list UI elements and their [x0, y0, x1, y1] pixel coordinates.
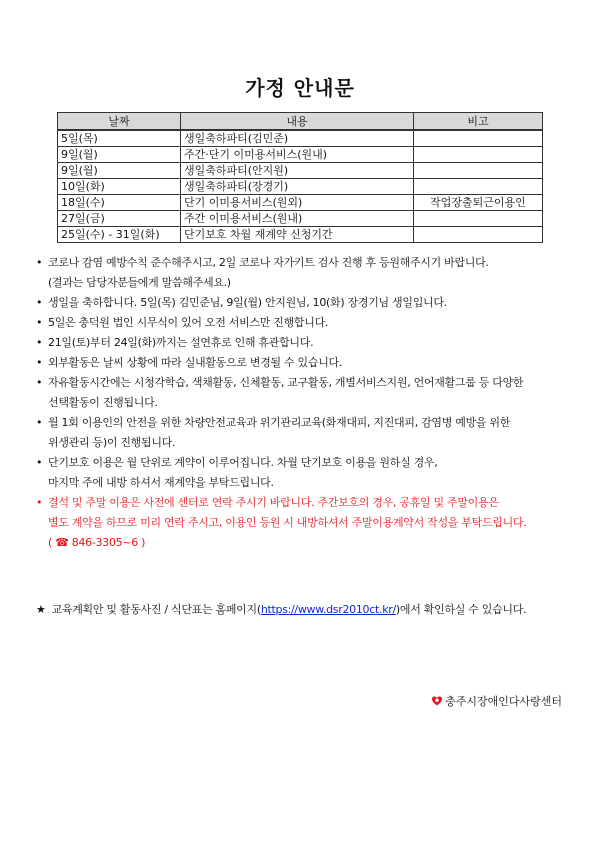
notice-line: 외부활동은 날씨 상황에 따라 실내활동으로 변경될 수 있습니다. — [48, 356, 343, 369]
notice-item — [36, 413, 566, 453]
row-date: 5일(목) — [58, 130, 181, 147]
star-icon: ★ — [36, 603, 46, 616]
notice-line: 5일은 충덕원 법인 시무식이 있어 오전 서비스만 진행합니다. — [48, 316, 329, 329]
notice-item — [36, 353, 566, 373]
row-content: 주간·단기 이미용서비스(원내) — [181, 147, 414, 163]
notice-line: 결석 및 주말 이용은 사전에 센터로 연락 주시기 바랍니다. 주간보호의 경우, 공휴일 및 주말이용은 — [48, 496, 499, 509]
notice-item — [36, 253, 566, 293]
table-row — [58, 179, 543, 195]
notice-item — [36, 313, 566, 333]
phone-number: ( ☎ 846-3305~6 ) — [48, 536, 146, 549]
notice-item — [36, 333, 566, 353]
row-content: 생일축하파티(김민준) — [181, 130, 414, 147]
notice-item — [36, 373, 566, 413]
row-content: 단기보호 차월 재계약 신청기간 — [181, 227, 414, 243]
row-date: 9일(월) — [58, 163, 181, 179]
row-content: 주간 이미용서비스(원내) — [181, 211, 414, 227]
bullet-icon: • — [36, 376, 43, 389]
bullet-icon: • — [36, 416, 43, 429]
bullet-icon: • — [36, 296, 43, 309]
row-note — [414, 163, 543, 179]
row-note — [414, 130, 543, 147]
notice-line: 별도 계약을 하므로 미리 연락 주시고, 이용인 등원 시 내방하셔서 주말이용계약서 작성을 부탁드립니다. — [48, 516, 527, 529]
red-notice-item — [36, 493, 566, 553]
bullet-icon: • — [36, 456, 43, 469]
notice-line: 코로나 감염 예방수칙 준수해주시고, 2일 코로나 자가키트 검사 진행 후 등원해주시기 바랍니다. — [48, 256, 489, 269]
notice-line: 단기보호 이용은 월 단위로 계약이 이루어집니다. 차월 단기보호 이용을 원하실 경우, — [48, 456, 438, 469]
row-note — [414, 227, 543, 243]
header-note: 비고 — [414, 113, 543, 131]
row-content: 단기 이미용서비스(원외) — [181, 195, 414, 211]
header-content: 내용 — [181, 113, 414, 131]
homepage-link[interactable]: https://www.dsr2010ct.kr/ — [260, 603, 396, 616]
notice-line: (결과는 담당자분들에게 말씀해주세요.) — [48, 276, 231, 289]
notice-line: 21일(토)부터 24일(화)까지는 설연휴로 인해 휴관합니다. — [48, 336, 314, 349]
notice-line: 마지막 주에 내방 하셔서 재계약을 부탁드립니다. — [48, 476, 274, 489]
bullet-icon: • — [36, 316, 43, 329]
notice-line: 월 1회 이용인의 안전을 위한 차량안전교육과 위기관리교육(화재대피, 지진대피, 감염병 예방을 위한 — [48, 416, 511, 429]
row-note: 작업장출퇴근이용인 — [414, 195, 543, 211]
table-row — [58, 130, 543, 147]
bullet-icon: • — [36, 336, 43, 349]
schedule-table — [57, 112, 543, 243]
notice-line: 자유활동시간에는 시청각학습, 색채활동, 신체활동, 교구활동, 개별서비스지원, 언어재활그룹 등 다양한 — [48, 376, 524, 389]
document-title: 가정 안내문 — [245, 76, 355, 100]
table-header-row — [58, 113, 543, 131]
table-row — [58, 163, 543, 179]
table-row — [58, 147, 543, 163]
homepage-text-after: )에서 확인하실 수 있습니다. — [395, 603, 527, 616]
header-date: 날짜 — [58, 113, 181, 131]
table-row — [58, 211, 543, 227]
bullet-icon: • — [36, 356, 43, 369]
homepage-notice — [36, 601, 576, 619]
row-note — [414, 211, 543, 227]
bullet-icon: • — [36, 256, 43, 269]
organization-logo-icon — [431, 695, 443, 707]
row-content: 생일축하파티(안지원) — [181, 163, 414, 179]
row-date: 18일(수) — [58, 195, 181, 211]
table-row — [58, 195, 543, 211]
row-note — [414, 147, 543, 163]
table-row — [58, 227, 543, 243]
notice-item — [36, 453, 566, 493]
notice-line: 생일을 축하합니다. 5일(목) 김민준님, 9일(월) 안지원님, 10(화) 장경기님 생일입니다. — [48, 296, 447, 309]
notice-list — [36, 253, 566, 553]
organization-signature — [431, 693, 562, 709]
row-date: 10일(화) — [58, 179, 181, 195]
homepage-text-before: 교육계획안 및 활동사진 / 식단표는 홈페이지( — [51, 603, 261, 616]
notice-item — [36, 293, 566, 313]
organization-name: 충주시장애인다사랑센터 — [445, 695, 562, 708]
row-date: 25일(수) - 31일(화) — [58, 227, 181, 243]
row-date: 9일(월) — [58, 147, 181, 163]
row-content: 생일축하파티(장경기) — [181, 179, 414, 195]
row-date: 27일(금) — [58, 211, 181, 227]
notice-line: 위생관리 등)이 진행됩니다. — [48, 436, 176, 449]
row-note — [414, 179, 543, 195]
notice-line: 선택활동이 진행됩니다. — [48, 396, 158, 409]
bullet-icon: • — [36, 496, 43, 509]
